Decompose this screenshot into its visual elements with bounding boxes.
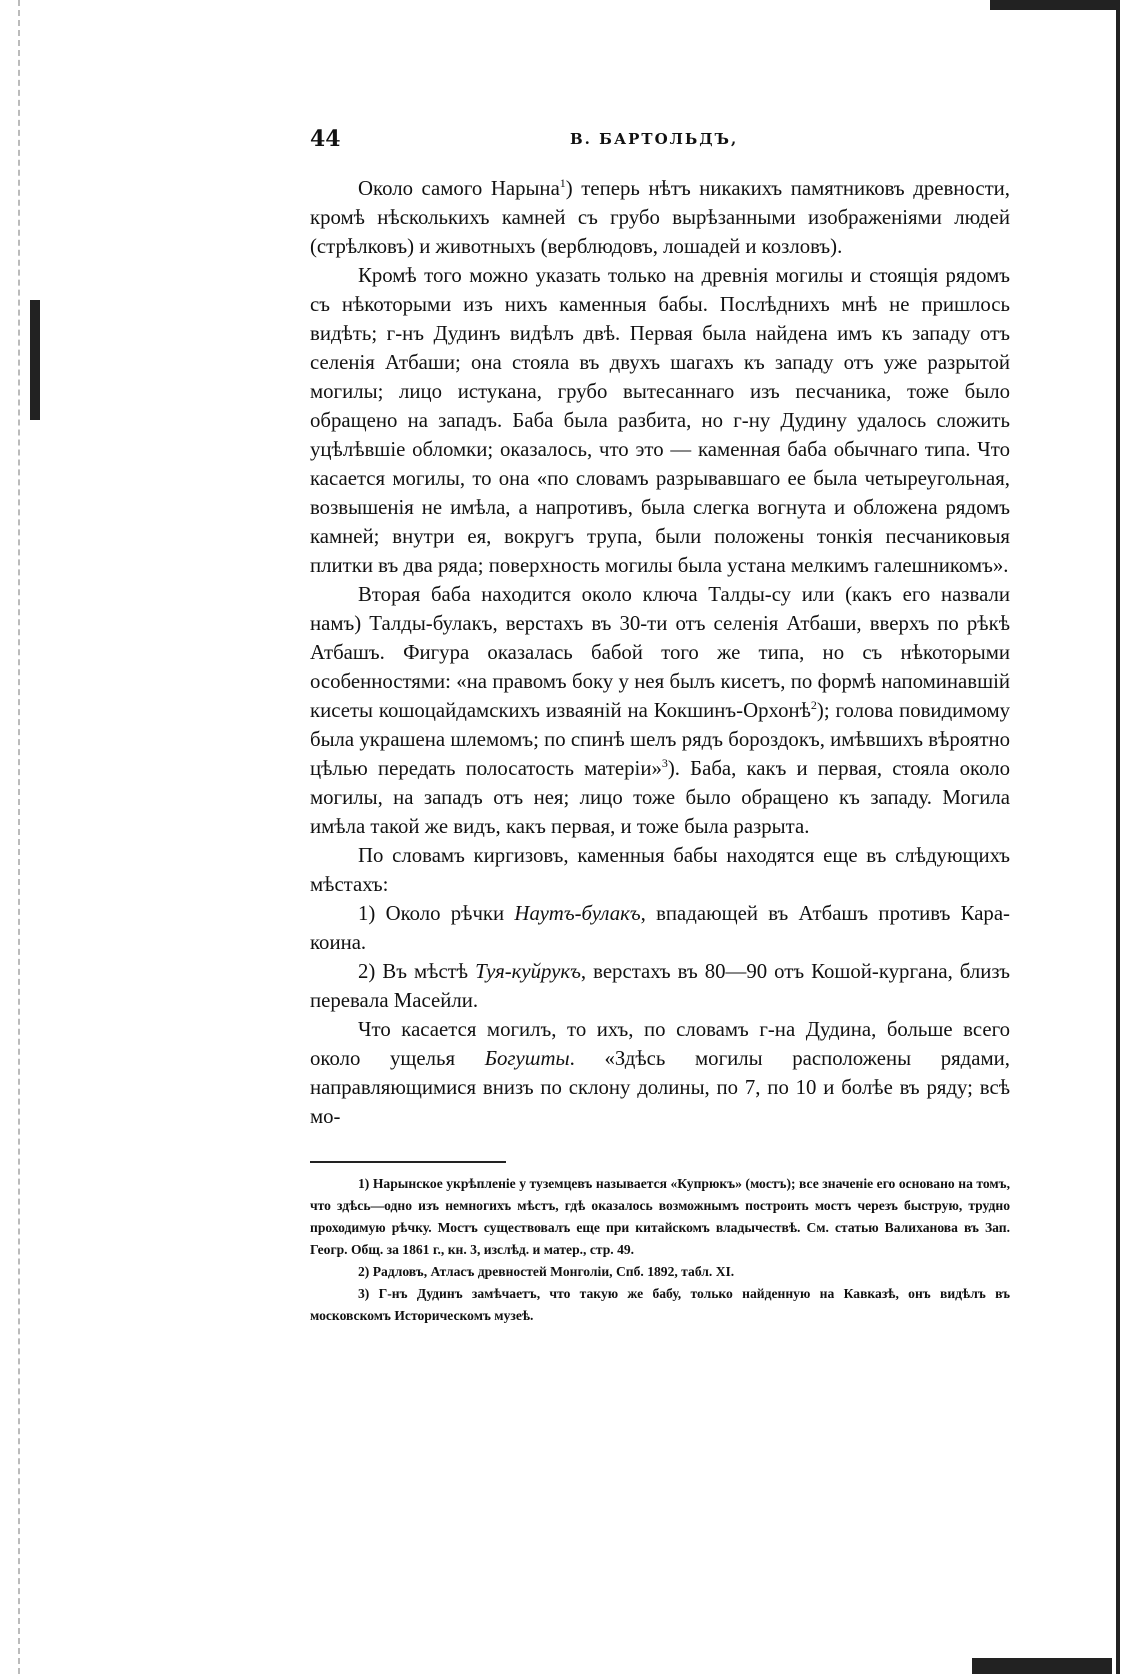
page [310,126,1010,1327]
scan-edge-right [1116,0,1120,1674]
footnote-3: 3) Г-нъ Дудинъ замѣчаетъ, что такую же бабу, только найденную на Кавказѣ, онъ видѣлъ въ московскомъ Историческомъ музеѣ. [310,1286,1010,1323]
page-number: 44 [310,126,341,152]
footnote-ref-3: 3 [661,756,668,771]
footnote-ref-2: 2 [810,698,817,713]
paragraph-3: Вторая баба находится около ключа Талды-су или (какъ его назвали намъ) Талды-булакъ, верстахъ въ 30-ти отъ селенія Атбаши, вверхъ по рѣкѣ Атбашъ. Фигура оказалась бабой того же типа, но съ нѣкоторыми особенностями: «на правомъ боку у нея былъ кисетъ, по формѣ напоминавшій кисеты кошоцайдамскихъ изваяній на Кокшинъ-Орхонѣ$^2$); голова повидимому была украшена шлемомъ; по спинѣ шелъ рядъ бороздокъ, имѣвшихъ вѣроятно цѣлью передать полосатость матеріи»$^3$). Баба, какъ и первая, стояла около могилы, на западъ отъ нея; лицо тоже было обращено къ западу. Могила имѣла такой же видъ, какъ первая, и тоже была разрыта. [310,583,1010,838]
place-name: Богушты [484,1047,570,1070]
header-title: В. БАРТОЛЬДЪ, [570,130,739,148]
place-name: Наутъ-булакъ [514,902,641,925]
scan-mark-bottom-right [972,1658,1112,1674]
footnote-ref-1: 1 [559,176,566,191]
footnote-1: 1) Нарынское укрѣпленіе у туземцевъ называется «Купрюкъ» (мостъ); все значеніе его основано на томъ, что здѣсь—одно изъ немногихъ мѣстъ, гдѣ оказалось возможнымъ построить мостъ черезъ быструю, трудно проходимую рѣчку. Мостъ существовалъ еще при китайскомъ владычествѣ. См. статью Валиханова въ Зап. Геогр. Общ. за 1861 г., кн. 3, изслѣд. и матер., стр. 49. [310,1176,1010,1257]
footnote-divider [310,1161,506,1163]
paragraph-5: Что касается могилъ, то ихъ, по словамъ г-на Дудина, больше всего около ущелья Богушты. «Здѣсь могилы расположены рядами, направляющимися внизъ по склону долины, по 7, по 10 и болѣе въ ряду; всѣ мо- [310,1018,1010,1128]
scan-edge-left [18,0,50,1674]
paragraph-2: Кромѣ того можно указать только на древнія могилы и стоящія рядомъ съ нѣкоторыми изъ нихъ каменныя бабы. Послѣднихъ мнѣ не пришлось видѣть; г-нъ Дудинъ видѣлъ двѣ. Первая была найдена имъ къ западу отъ селенія Атбаши; она стояла въ двухъ шагахъ къ западу отъ уже разрытой могилы; лицо истукана, грубо вытесаннаго изъ песчаника, тоже было обращено на западъ. Баба была разбита, но г-ну Дудину удалось сложить уцѣлѣвшіе обломки; оказалось, что это — каменная баба обычнаго типа. Что касается могилы, то она «по словамъ разрывавшаго ее была четыреугольная, возвышенія не имѣла, а напротивъ, была слегка вогнута и обложена рядомъ камней; внутри ея, вокругъ трупа, были положены тонкія песчаниковыя плитки въ два ряда; поверхность могилы была устана мелкимъ галешникомъ». [310,264,1010,577]
footnote-2: 2) Радловъ, Атласъ древностей Монголіи, Спб. 1892, табл. XI. [358,1264,735,1279]
paragraph-1: Около самого Нарына$^1$) теперь нѣтъ никакихъ памятниковъ древности, кромѣ нѣсколькихъ камней съ грубо вырѣзанными изображеніями людей (стрѣлковъ) и животныхъ (верблюдовъ, лошадей и козловъ). [310,176,1010,258]
place-name: Туя-куйрукъ [475,960,581,983]
running-head [310,126,1010,160]
scan-mark-top-right [990,0,1120,10]
scan-bar-left [30,300,40,420]
list-item-1: 1) Около рѣчки Наутъ-булакъ, впадающей въ Атбашъ противъ Кара-коина. [310,902,1010,954]
paragraph-4: По словамъ киргизовъ, каменныя бабы находятся еще въ слѣдующихъ мѣстахъ: [310,844,1010,896]
list-item-2: 2) Въ мѣстѣ Туя-куйрукъ, верстахъ въ 80—90 отъ Кошой-кургана, близъ перевала Масейли. [310,960,1010,1012]
